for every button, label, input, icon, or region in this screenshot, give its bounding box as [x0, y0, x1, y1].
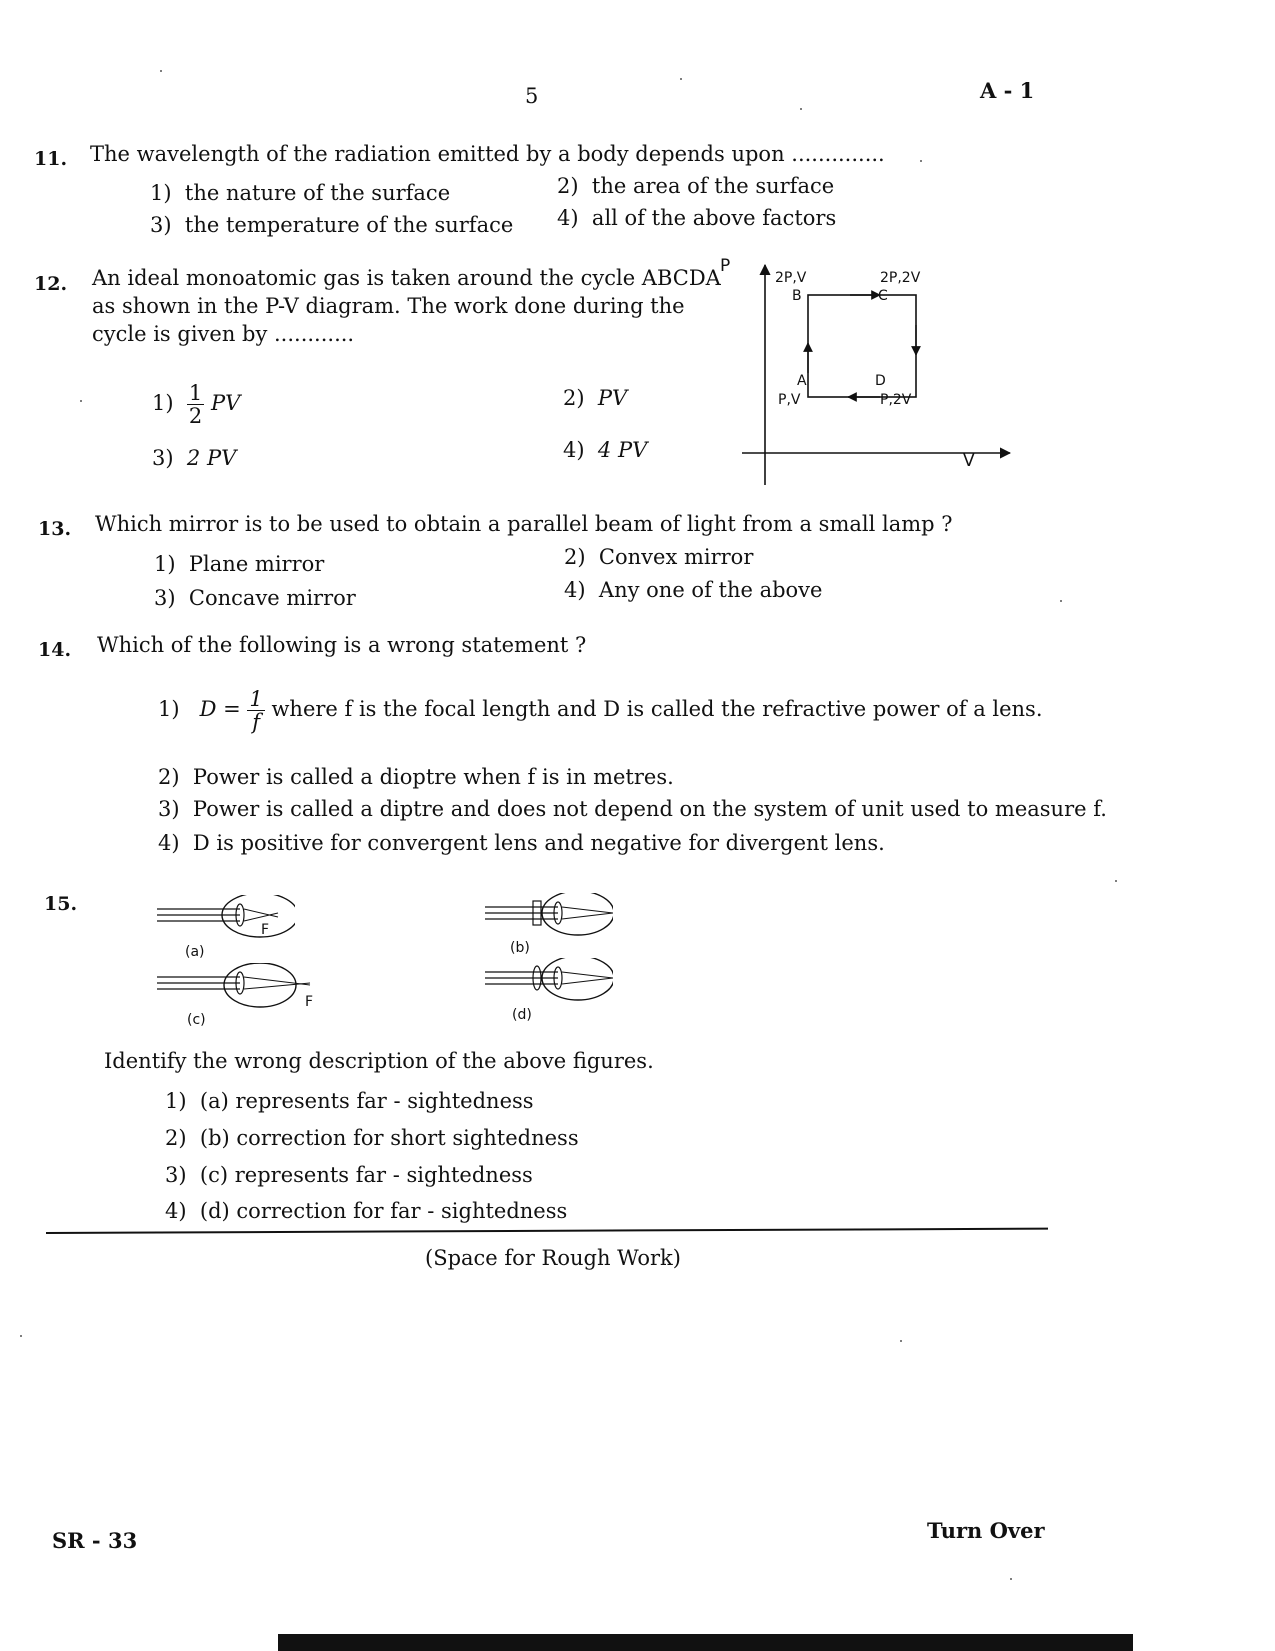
scan-speck — [1060, 600, 1062, 602]
eye-figure-b — [483, 893, 613, 943]
option-4: 4) 4 PV — [563, 438, 648, 462]
option-2: 2) (b) correction for short sightedness — [165, 1126, 579, 1150]
option-3: 3) Concave mirror — [154, 586, 356, 610]
point-c-label: C — [878, 288, 888, 304]
scan-speck — [20, 1335, 22, 1337]
eye-figure-a — [155, 895, 295, 945]
scan-speck — [1010, 1578, 1012, 1580]
question-number: 12. — [34, 273, 68, 295]
option-2: 2) Power is called a dioptre when f is in metres. — [158, 765, 674, 789]
scan-speck — [920, 160, 922, 162]
question-text-line-3: cycle is given by ............ — [92, 322, 355, 346]
figure-label-d: (d) — [512, 1007, 532, 1023]
option-1: 1) (a) represents far - sightedness — [165, 1089, 534, 1113]
question-number: 14. — [38, 639, 72, 661]
option-2: 2) PV — [563, 386, 628, 410]
point-d-label: D — [875, 373, 886, 389]
cycle-rectangle — [808, 295, 916, 397]
option-4: 4) (d) correction for far - sightedness — [165, 1199, 568, 1223]
point-c-coords: 2P,2V — [880, 270, 921, 286]
point-a-label: A — [797, 373, 807, 389]
question-number: 13. — [38, 518, 72, 540]
option-4: 4) Any one of the above — [564, 578, 823, 602]
p-axis-label: P — [720, 256, 731, 276]
rough-work-divider — [46, 1228, 1048, 1234]
option-3: 3) the temperature of the surface — [150, 213, 514, 237]
figure-label-a: (a) — [185, 944, 205, 960]
eye-figure-d — [483, 958, 613, 1008]
question-text: Which of the following is a wrong statement ? — [97, 633, 587, 657]
question-number: 11. — [34, 148, 68, 170]
option-1: 1) D = $\frac{1}{f}$ where f is the focal length and D is called the refractive power of a lens. — [158, 687, 1043, 735]
question-text-line-2: as shown in the P-V diagram. The work done during the — [92, 294, 685, 318]
focus-label-a: F — [261, 922, 270, 938]
question-text: Identify the wrong description of the above figures. — [104, 1049, 654, 1073]
point-a-coords: P,V — [778, 392, 801, 408]
focus-label-c: F — [305, 994, 314, 1010]
option-3: 3) 2 PV — [152, 446, 237, 470]
scan-speck — [900, 1340, 902, 1342]
page-number: 5 — [525, 84, 539, 108]
question-text: Which mirror is to be used to obtain a parallel beam of light from a small lamp ? — [95, 512, 953, 536]
point-b-label: B — [792, 288, 802, 304]
option-2: 2) Convex mirror — [564, 545, 754, 569]
point-d-coords: P,2V — [880, 392, 912, 408]
question-text-line-1: An ideal monoatomic gas is taken around the cycle ABCDA — [92, 266, 721, 290]
scan-speck — [1115, 880, 1117, 882]
scan-speck — [680, 78, 682, 80]
fraction: $\frac{1}{f}$ — [249, 687, 263, 735]
turn-over: Turn Over — [927, 1518, 1045, 1543]
eye-figure-c — [155, 963, 315, 1013]
rough-work-label: (Space for Rough Work) — [425, 1246, 681, 1270]
v-axis-label: V — [963, 451, 975, 471]
booklet-code: A - 1 — [980, 78, 1035, 103]
question-text: The wavelength of the radiation emitted by a body depends upon .............. — [90, 142, 885, 166]
figure-label-b: (b) — [510, 940, 530, 956]
scan-speck — [80, 400, 82, 402]
option-2: 2) the area of the surface — [557, 174, 835, 198]
option-4: 4) all of the above factors — [557, 206, 837, 230]
option-1: 1) Plane mirror — [154, 552, 325, 576]
option-1: 1) $\frac{1}{2}$ PV — [152, 381, 241, 429]
question-number: 15. — [44, 893, 78, 915]
footer-code: SR - 33 — [52, 1528, 138, 1553]
fraction: $\frac{1}{2}$ — [188, 381, 203, 429]
option-3: 3) (c) represents far - sightedness — [165, 1163, 533, 1187]
option-4: 4) D is positive for convergent lens and negative for divergent lens. — [158, 831, 885, 855]
option-3: 3) Power is called a diptre and does not depend on the system of unit used to measure f. — [158, 797, 1107, 821]
scan-speck — [800, 108, 802, 110]
scan-speck — [160, 70, 162, 72]
scan-edge-bar — [278, 1634, 1133, 1651]
option-1: 1) the nature of the surface — [150, 181, 451, 205]
point-b-coords: 2P,V — [775, 270, 807, 286]
figure-label-c: (c) — [187, 1012, 206, 1028]
